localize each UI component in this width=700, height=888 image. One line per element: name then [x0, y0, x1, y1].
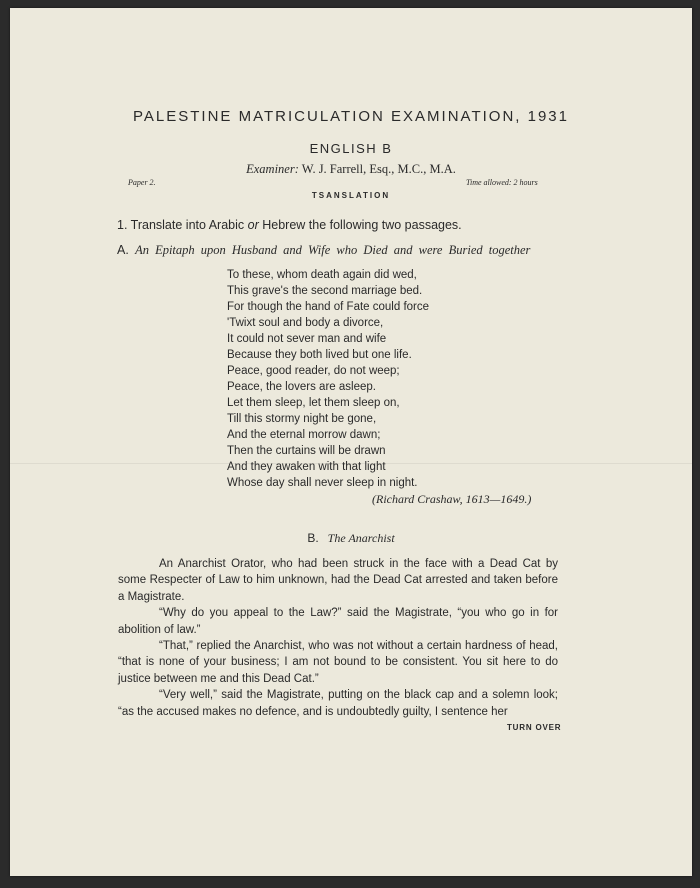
- examiner-line: [10, 162, 692, 177]
- anarchist-passage: [118, 556, 558, 720]
- poem-attribution: (Richard Crashaw, 1613—1649.): [372, 492, 532, 506]
- question-text-start: 1. Translate into Arabic: [117, 218, 248, 232]
- question-or: or: [247, 218, 259, 232]
- question-instruction: [117, 218, 462, 232]
- passage-paragraph: “Why do you appeal to the Law?” said the Magistrate, “you who go in for abolition of law.”: [118, 607, 558, 636]
- part-a-label: A.: [117, 243, 129, 257]
- poem-line: Whose day shall never sleep in night.: [227, 477, 418, 489]
- exam-title: PALESTINE MATRICULATION EXAMINATION, 1931: [133, 108, 569, 125]
- passage-paragraph: An Anarchist Orator, who had been struck in the face with a Dead Cat by some Respecter of Law to him unknown, had the Dead Cat arrested and taken before a Magistrate.: [118, 558, 558, 603]
- poem-line: Then the curtains will be drawn: [227, 445, 386, 457]
- exam-paper-sheet: [10, 8, 692, 876]
- section-heading: TSANSLATION: [311, 191, 391, 200]
- part-a-heading: [117, 243, 530, 258]
- poem-line: Peace, good reader, do not weep;: [227, 365, 400, 377]
- poem-line: Peace, the lovers are asleep.: [227, 381, 376, 393]
- poem-line: This grave's the second marriage bed.: [227, 285, 423, 297]
- poem-line: Till this stormy night be gone,: [227, 413, 377, 425]
- passage-paragraph: “That,” replied the Anarchist, who was not without a certain hardness of head, “that is none of your business; I am not bound to be consistent. You sit here to do justice between me and this Dead Cat.”: [118, 640, 558, 685]
- paper-number: Paper 2.: [128, 178, 156, 187]
- subject-heading: ENGLISH B: [309, 141, 393, 156]
- question-text-end: Hebrew the following two passages.: [258, 218, 462, 232]
- examiner-label: Examiner:: [246, 162, 299, 176]
- poem-line: And the eternal morrow dawn;: [227, 429, 381, 441]
- poem-line: And they awaken with that light: [227, 461, 386, 473]
- part-a-title: An Epitaph upon Husband and Wife who Died and were Buried together: [135, 243, 531, 257]
- poem-line: To these, whom death again did wed,: [227, 269, 417, 281]
- part-b-heading: [10, 531, 692, 546]
- part-b-label: B.: [307, 531, 319, 545]
- time-allowed: Time allowed: 2 hours: [466, 178, 538, 187]
- part-b-title: The Anarchist: [327, 531, 395, 545]
- examiner-name: W. J. Farrell, Esq., M.C., M.A.: [301, 162, 456, 176]
- poem-line: Let them sleep, let them sleep on,: [227, 397, 400, 409]
- turn-over-note: TURN OVER: [507, 723, 562, 732]
- poem-line: 'Twixt soul and body a divorce,: [227, 317, 384, 329]
- poem-line: For though the hand of Fate could force: [227, 301, 430, 313]
- poem-line: It could not sever man and wife: [227, 333, 387, 345]
- passage-paragraph: “Very well,” said the Magistrate, putting on the black cap and a solemn look; “as the accused makes no defence, and is undoubtedly guilty, I sentence her: [118, 689, 558, 718]
- poem-line: Because they both lived but one life.: [227, 349, 412, 361]
